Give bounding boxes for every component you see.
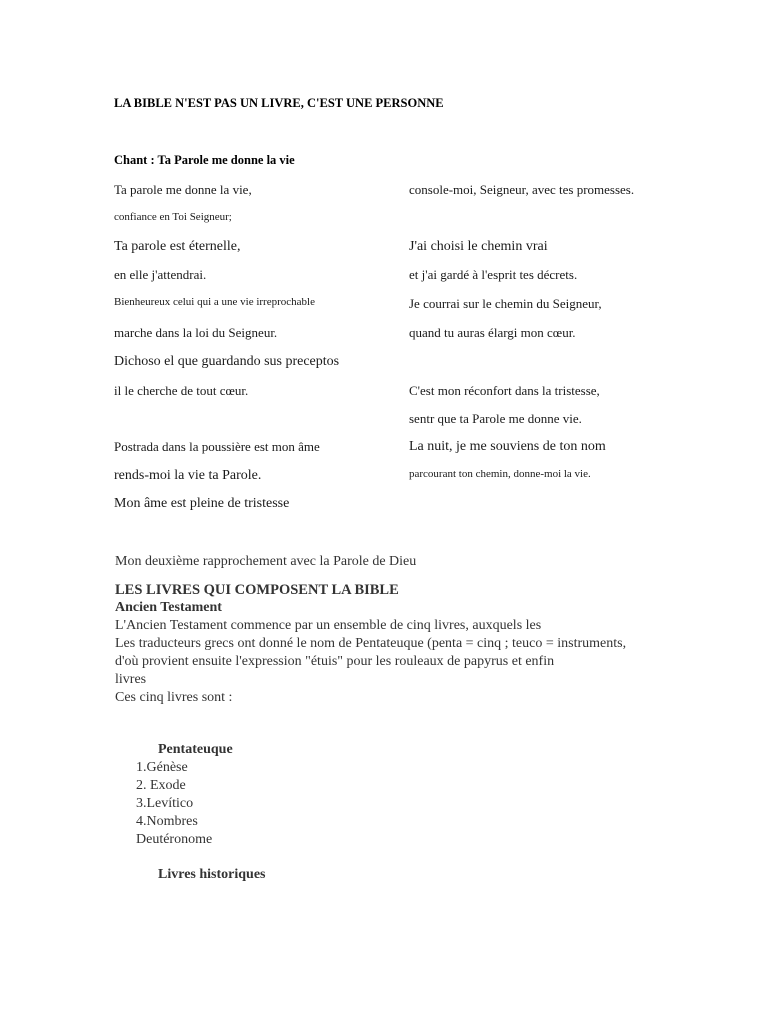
verse-left-line: marche dans la loi du Seigneur. [114,325,278,340]
verse-left-line: Postrada dans la poussière est mon âme [114,439,320,454]
paragraph-line: livres [115,672,147,687]
paragraph-line: d'où provient ensuite l'expression "étuis" pour les rouleaux de papyrus et enfin [115,654,555,669]
verse-right-line: La nuit, je me souviens de ton nom [409,439,606,454]
approach-line: Mon deuxième rapprochement avec la Parole de Dieu [115,554,417,569]
paragraph-line: Les traducteurs grecs ont donné le nom de Pentateuque (penta = cinq ; teuco = instruments, [115,636,627,651]
list-item: 1.Génèse [136,760,188,775]
verse-right-line: parcourant ton chemin, donne-moi la vie. [409,468,591,480]
verse-left-line: en elle j'attendrai. [114,267,207,282]
verse-right-line: console-moi, Seigneur, avec tes promesses. [409,182,635,197]
paragraph-line: L'Ancien Testament commence par un ensemble de cinq livres, auxquels les [115,618,542,633]
verse-left-line: Bienheureux celui qui a une vie irreprochable [114,296,315,308]
chant-heading: Chant : Ta Parole me donne la vie [114,153,295,167]
old-testament-heading: Ancien Testament [115,600,222,615]
historical-books-heading: Livres historiques [158,867,266,882]
pentateuque-heading: Pentateuque [158,742,233,757]
list-item: Deutéronome [136,832,213,847]
verse-left-line: confiance en Toi Seigneur; [114,211,232,223]
verse-left-line: Mon âme est pleine de tristesse [114,496,290,511]
verse-left-line: rends-moi la vie ta Parole. [114,468,262,483]
list-item: 4.Nombres [136,814,198,829]
list-item: 2. Exode [136,778,186,793]
verse-right-line: et j'ai gardé à l'esprit tes décrets. [409,267,578,282]
verse-left-line: Dichoso el que guardando sus preceptos [114,354,340,369]
verse-right-line: J'ai choisi le chemin vrai [409,239,548,254]
verse-right-line: quand tu auras élargi mon cœur. [409,325,576,340]
verse-right-line: C'est mon réconfort dans la tristesse, [409,383,600,398]
books-heading: LES LIVRES QUI COMPOSENT LA BIBLE [115,582,399,598]
verse-right-line: sentr que ta Parole me donne vie. [409,411,582,426]
paragraph-line: Ces cinq livres sont : [115,690,233,705]
verse-left-line: Ta parole me donne la vie, [114,182,252,197]
verse-left-line: il le cherche de tout cœur. [114,383,249,398]
document-title: LA BIBLE N'EST PAS UN LIVRE, C'EST UNE PERSONNE [114,96,444,110]
verse-right-line: Je courrai sur le chemin du Seigneur, [409,296,602,311]
verse-left-line: Ta parole est éternelle, [114,239,241,254]
list-item: 3.Levítico [136,796,194,811]
